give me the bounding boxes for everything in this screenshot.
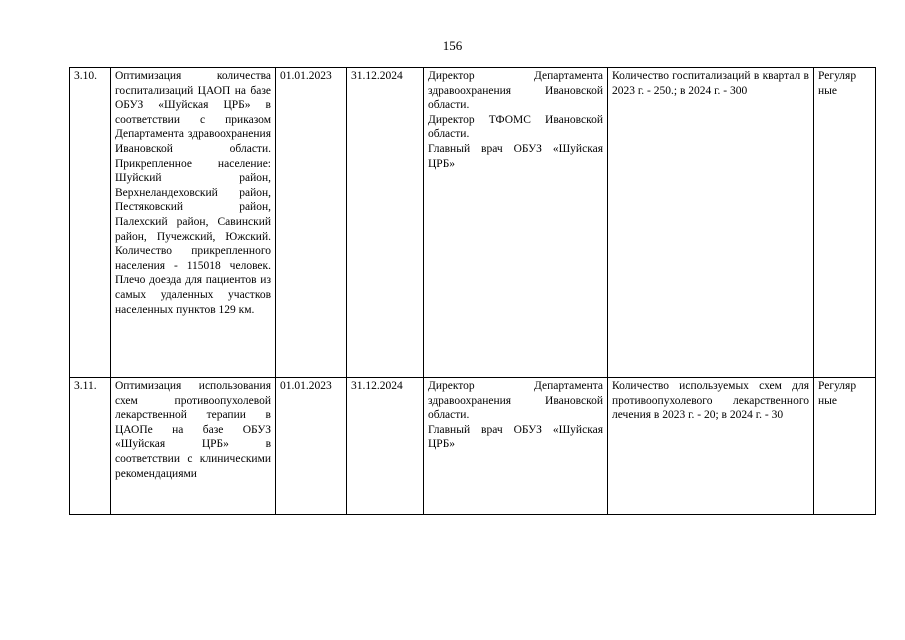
start-date: 01.01.2023 [276, 68, 347, 378]
responsible-cell [424, 378, 608, 515]
responsible-person: Главный врач ОБУЗ «Шуйская ЦРБ» [428, 142, 603, 170]
target-indicator: Количество госпитализаций в квартал в 2023 г. - 250.; в 2024 г. - 300 [608, 68, 814, 378]
page-number: 156 [442, 38, 463, 53]
frequency: Регуляр ные [814, 378, 876, 515]
frequency: Регуляр ные [814, 68, 876, 378]
target-indicator: Количество используемых схем для противоопухолевого лекарственного лечения в 2023 г. - 20; в 2024 г. - 30 [608, 378, 814, 515]
table-row [70, 378, 876, 515]
row-number: 3.11. [70, 378, 111, 515]
start-date: 01.01.2023 [276, 378, 347, 515]
responsible-person: Директор Департамента здравоохранения Ивановской области. [428, 70, 603, 112]
end-date: 31.12.2024 [347, 68, 424, 378]
responsible-person: Главный врач ОБУЗ «Шуйская ЦРБ» [428, 423, 603, 451]
end-date: 31.12.2024 [347, 378, 424, 515]
row-number: 3.10. [70, 68, 111, 378]
responsible-person: Директор ТФОМС Ивановской области. [428, 113, 603, 141]
measure-description: Оптимизация количества госпитализаций ЦАОП на базе ОБУЗ «Шуйская ЦРБ» в соответствии с приказом Департамента здравоохранения Ивановской области. Прикрепленное население: Шуйский район, Верхнеландеховский район, Пестяковский район, Палехский район, Савинский район, Пучежский, Южский. Количество прикрепленного населения - 115018 человек. Плечо доезда для пациентов из самых удаленных участков населенных пунктов 129 км. [111, 68, 276, 378]
responsible-person: Директор Департамента здравоохранения Ивановской области. [428, 380, 603, 422]
plan-table [69, 67, 876, 515]
responsible-cell [424, 68, 608, 378]
table-row [70, 68, 876, 378]
measure-description: Оптимизация использования схем противоопухолевой лекарственной терапии в ЦАОПе на базе ОБУЗ «Шуйская ЦРБ» в соответствии с клиническими рекомендациями [111, 378, 276, 515]
